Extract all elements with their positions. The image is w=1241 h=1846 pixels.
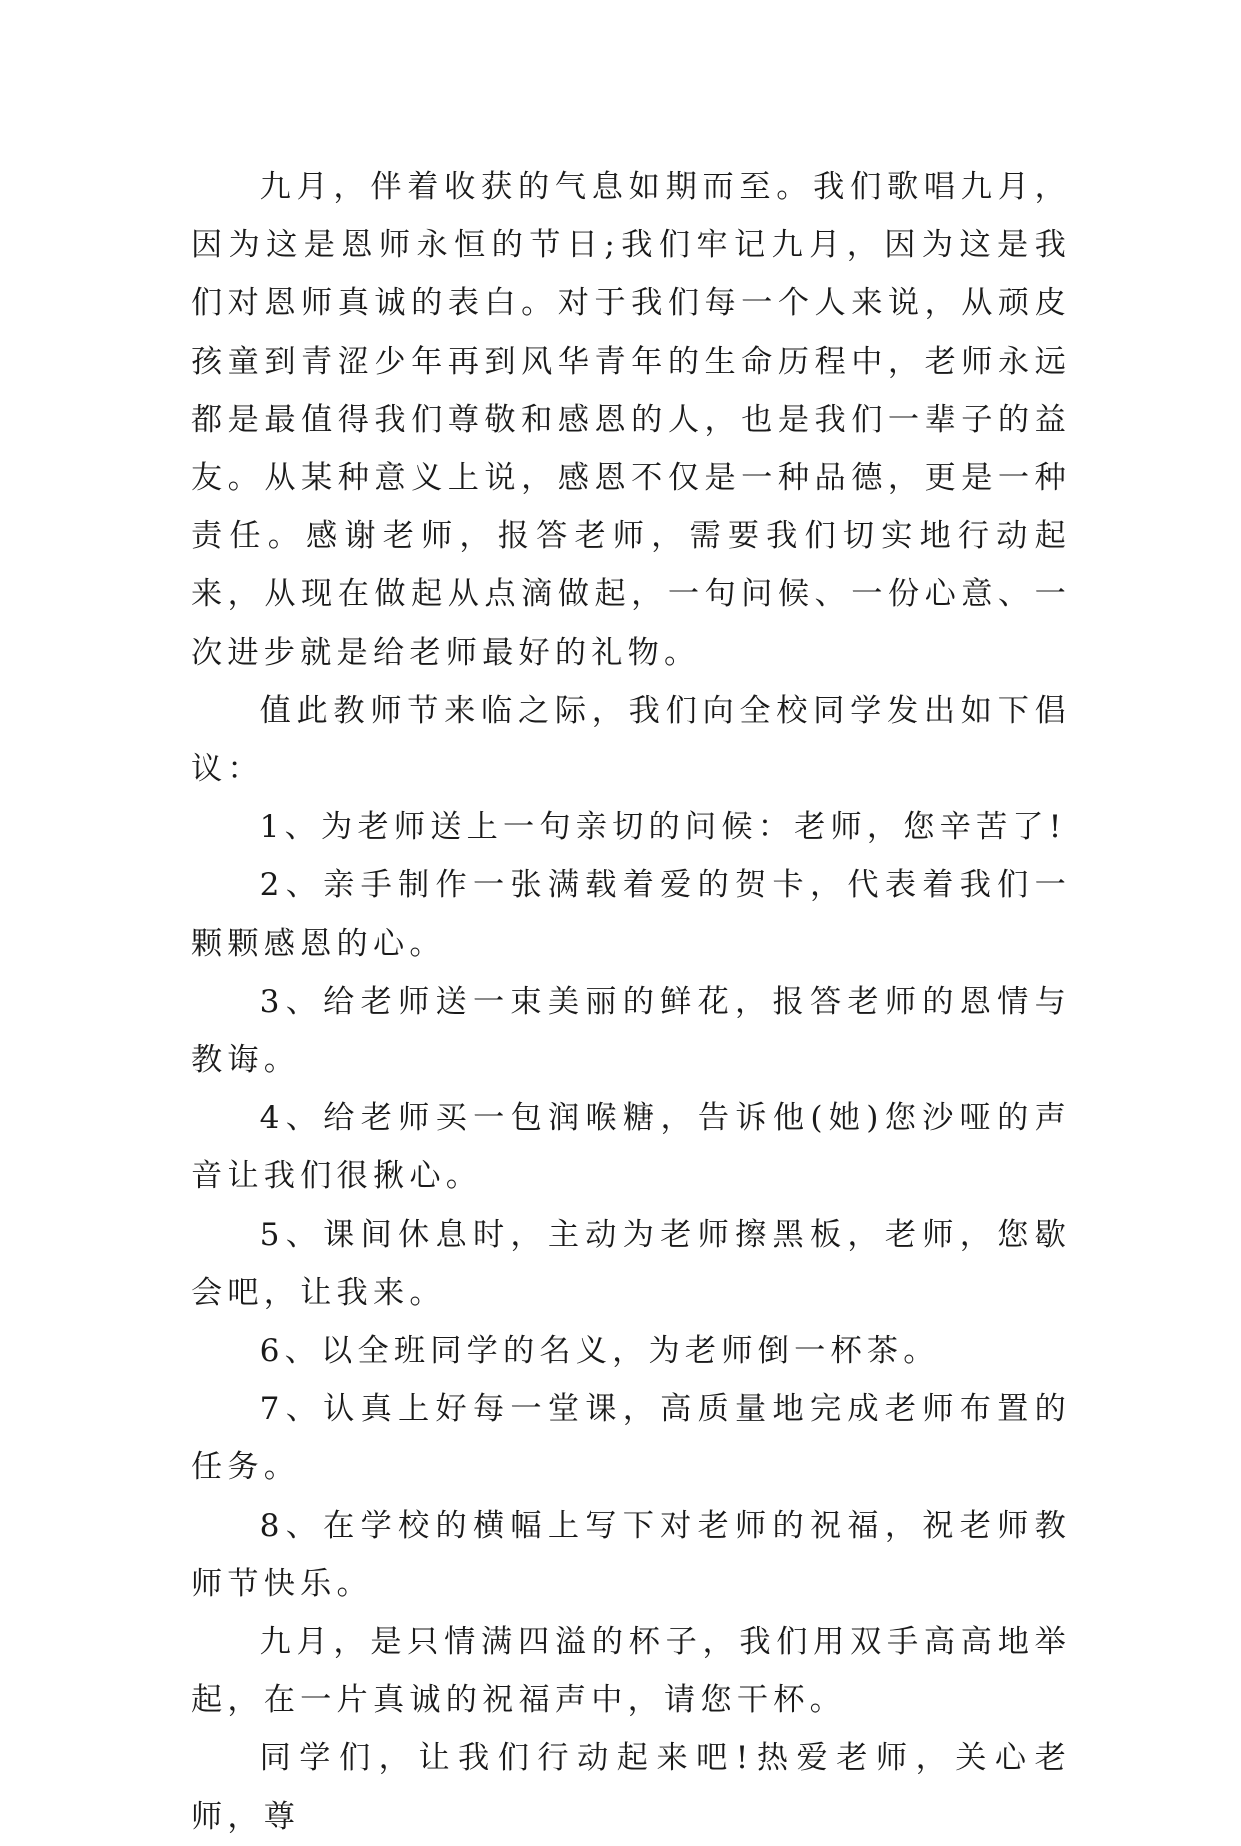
proposal-item-7: 7、认真上好每一堂课，高质量地完成老师布置的任务。 (191, 1391, 1071, 1486)
proposal-item-2: 2、亲手制作一张满载着爱的贺卡，代表着我们一颗颗感恩的心。 (191, 867, 1071, 962)
proposal-item-1: 1、为老师送上一句亲切的问候：老师，您辛苦了! (259, 809, 1067, 846)
proposal-item-8: 8、在学校的横幅上写下对老师的祝福，祝老师教师节快乐。 (191, 1507, 1071, 1602)
proposal-item-4: 4、给老师买一包润喉糖，告诉他(她)您沙哑的声音让我们很揪心。 (191, 1100, 1071, 1195)
proposal-item-5: 5、课间休息时，主动为老师擦黑板，老师，您歇会吧，让我来。 (191, 1216, 1071, 1311)
paragraph-proposal-lead: 值此教师节来临之际，我们向全校同学发出如下倡议： (191, 692, 1071, 788)
paragraph-toast: 九月，是只情满四溢的杯子，我们用双手高高地举起，在一片真诚的祝福声中，请您干杯。 (191, 1624, 1071, 1719)
proposal-item-3: 3、给老师送一束美丽的鲜花，报答老师的恩情与教诲。 (191, 983, 1071, 1079)
paragraph-intro: 九月，伴着收获的气息如期而至。我们歌唱九月，因为这是恩师永恒的节日;我们牢记九月，因为这是我们对恩师真诚的表白。对于我们每一个人来说，从顽皮孩童到青涩少年再到风华青年的生命历程中，老师永远都是最值得我们尊敬和感恩的人，也是我们一辈子的益友。从某种意义上说，感恩不仅是一种品德，更是一种责任。感谢老师，报答老师，需要我们切实地行动起来，从现在做起从点滴做起，一句问候、一份心意、一次进步就是给老师最好的礼物。 (191, 169, 1071, 671)
document-body (191, 158, 1071, 1846)
proposal-item-6: 6、以全班同学的名义，为老师倒一杯茶。 (259, 1333, 940, 1370)
paragraph-closing: 同学们，让我们行动起来吧!热爱老师，关心老师，尊 (191, 1740, 1071, 1835)
